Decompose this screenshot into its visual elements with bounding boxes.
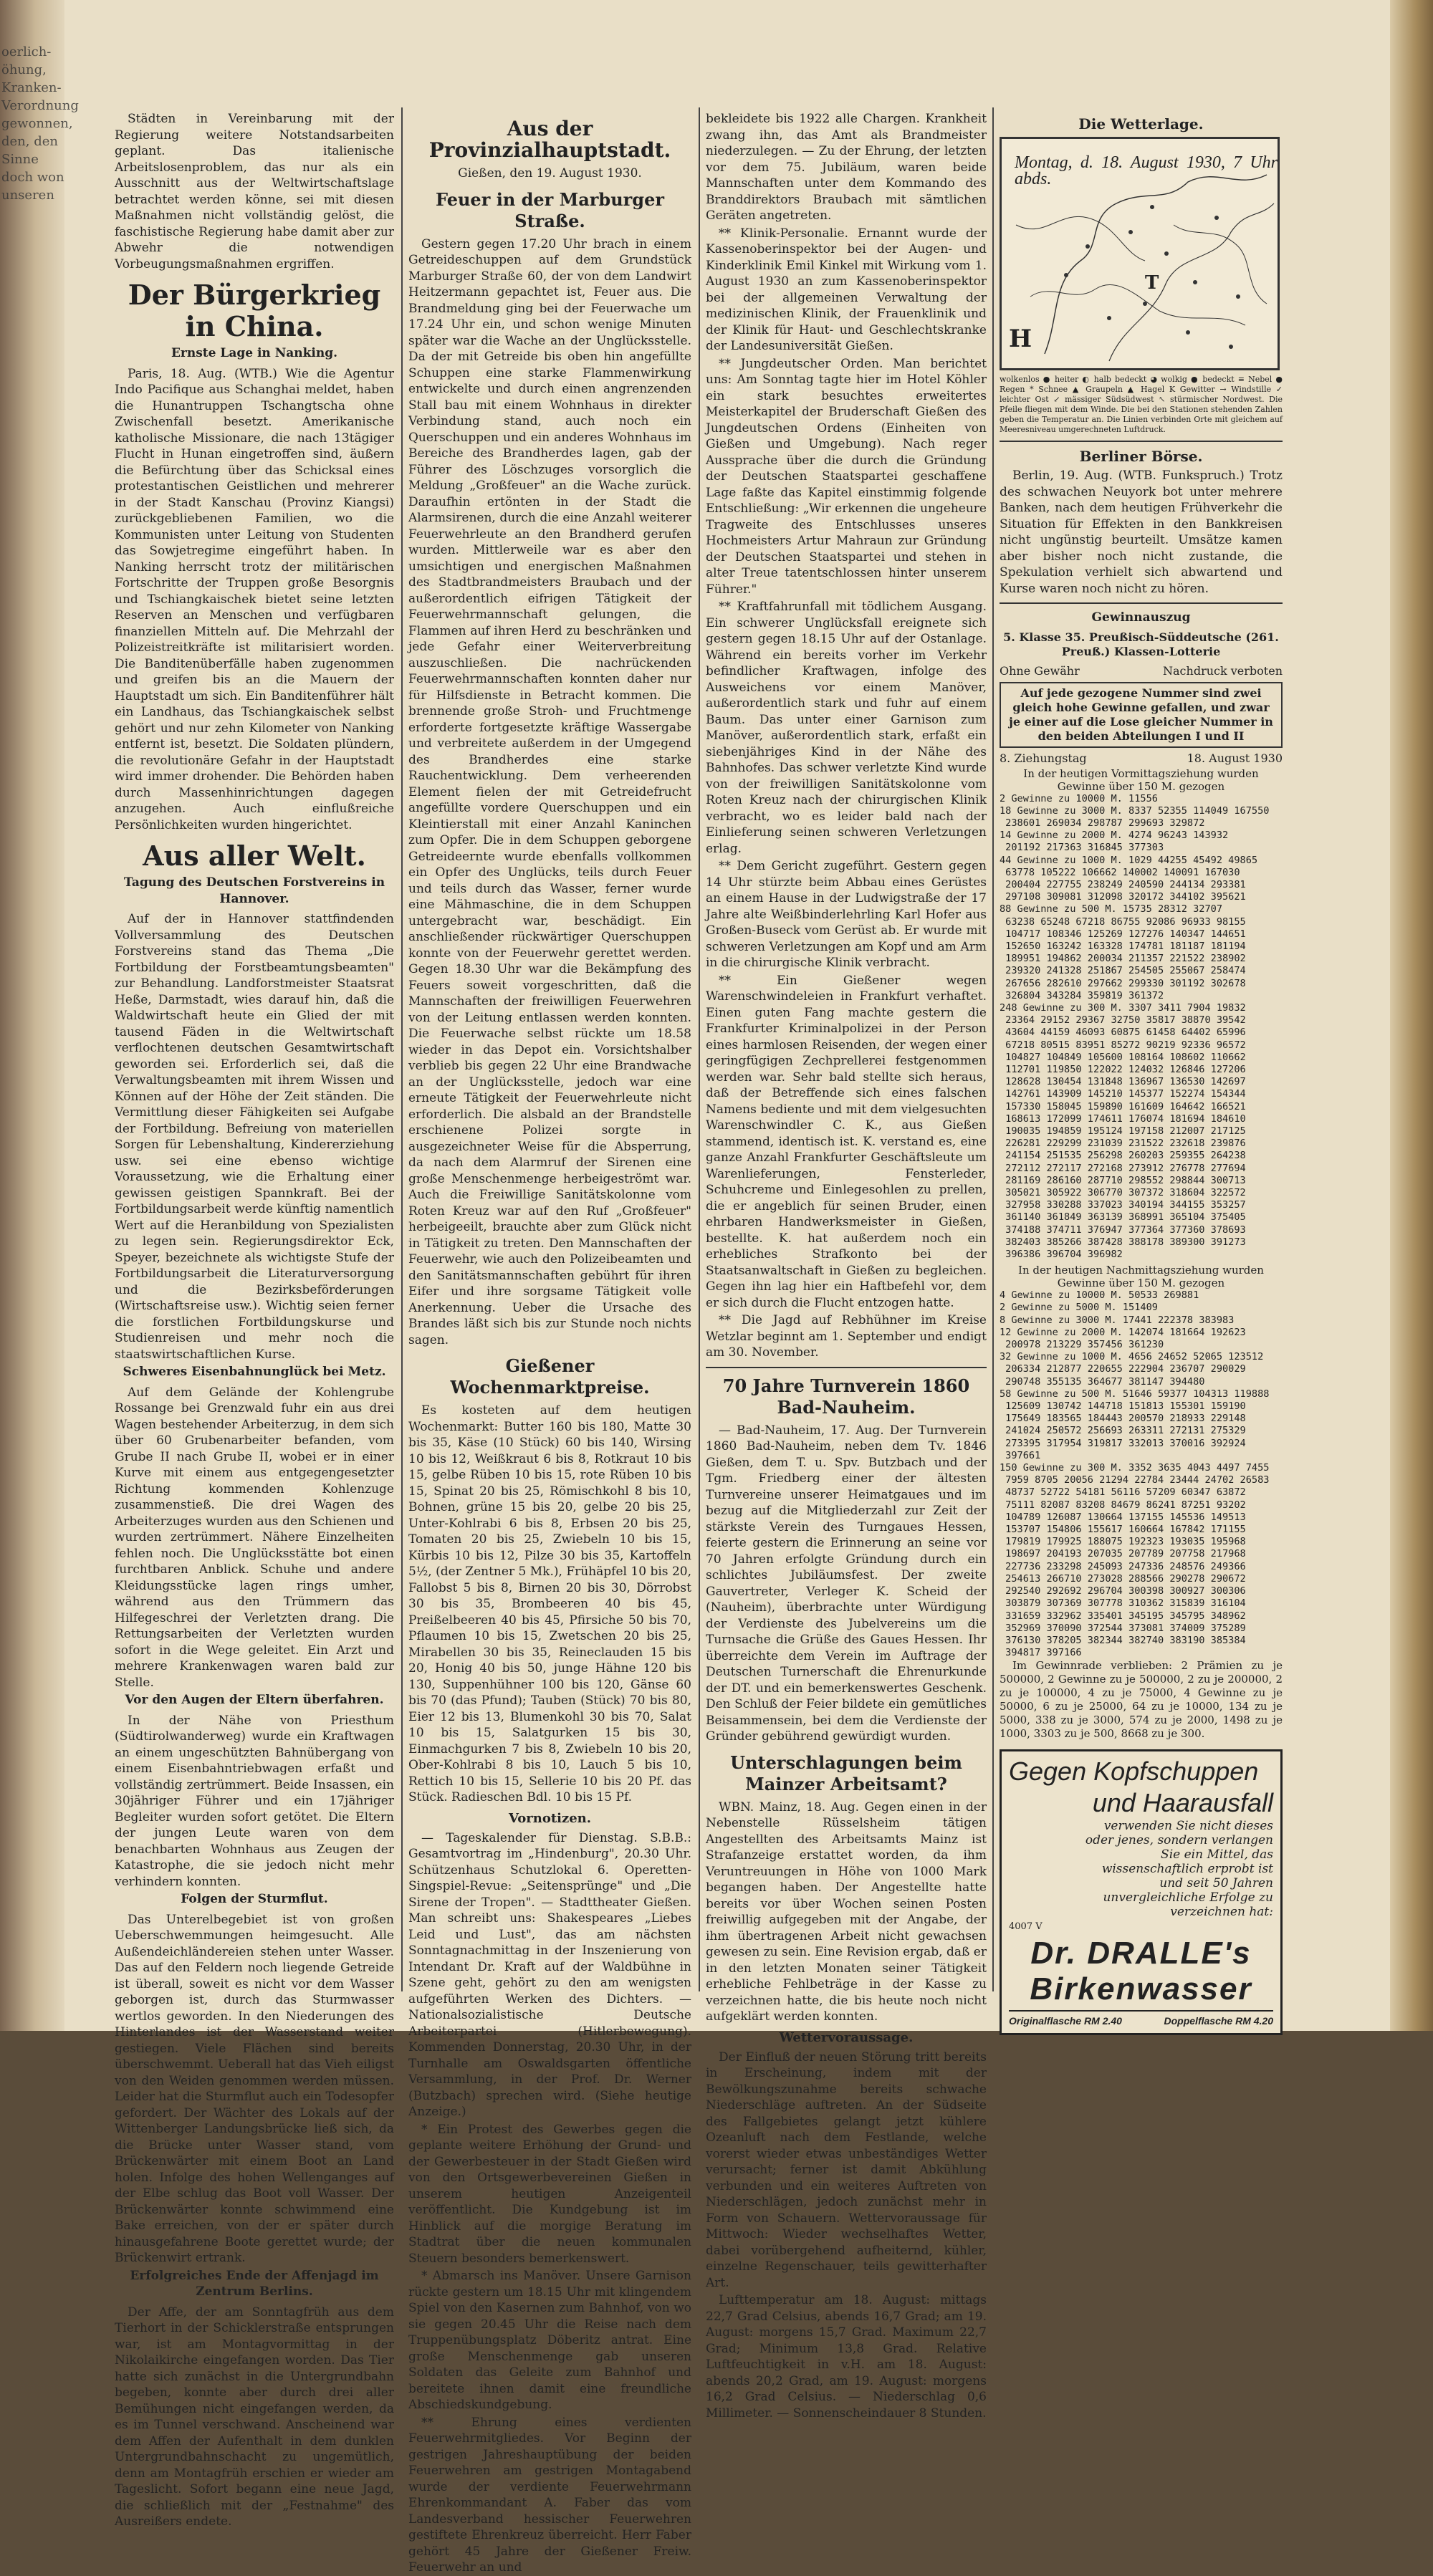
ohne-gewaehr: Ohne Gewähr: [1000, 663, 1080, 678]
markt-headline: Gießener Wochenmarktpreise.: [450, 1355, 650, 1398]
ehrung-continued-text: bekleidete bis 1922 alle Chargen. Krankheit zwang ihn, das Amt als Brandmeister niederzulegen. — Zu der Ehrung, der letzten vor dem 75. Jubiläum, waren beide Mannschaften unter dem Kommando des Branddirektors Braubach mit sämtlichen Geräten angetreten.: [706, 112, 987, 223]
boerse-headline: Berliner Börse.: [1079, 448, 1203, 465]
orden-text: ** Jungdeutscher Orden. Man berichtet uns: Am Sonntag tagte hier im Hotel Köhler ein stark besuchtes erweitertes Meisterkapitel der Bruderschaft Gießen des Jungdeutschen Ordens (Einheiten von Gießen und Umgebung). Nach reger Aussprache über die durch die Gründung der Deutschen Staatspartei geschaffene Lage faßte das Kapitel einstimmig folgende Entschließung: „Wir erkennen die ungeheure Tragweite des Entschlusses unseres Hochmeisters Artur Mahraun zur Gründung der Deutschen Staatspartei und stehen in alter Treue tatentschlossen hinter unserem Führer.": [706, 356, 987, 597]
turnverein-headline: 70 Jahre Turnverein 1860 Bad-Nauheim.: [722, 1375, 970, 1418]
ad-headline-2: und Haarausfall: [1092, 1788, 1273, 1818]
welt-headline: Aus aller Welt.: [143, 840, 366, 872]
protest-text: * Ein Protest des Gewerbes gegen die geplante weitere Erhöhung der Grund- und der Gewerbesteuer in der Stadt Gießen wird von den Ortsgewerbevereinen Gießen in unserem heutigen Anzeigenteil veröffentlicht. Die Kundgebung ist im Hinblick auf die morgige Beratung im Stadtrat über die neuen kommunalen Steuern besonders bemerkenswert.: [408, 2122, 691, 2266]
ziehungsdatum: 18. August 1930: [1187, 751, 1283, 765]
wetter-messwerte-text: Lufttemperatur am 18. August: mittags 22,7 Grad Celsius, abends 16,7 Grad; am 19. August: morgens 15,7 Grad. Maximum 22,7 Grad; Minimum 13,8 Grad. Relative Luftfeuchtigkeit in v.H. am 18. August: abends 20,2 Grad, am 19. August: morgens 16,2 Grad Celsius. — Niederschlag 0,6 Millimeter. — Sonnenscheindauer 8 Stunden.: [706, 2293, 987, 2421]
china-headline: Der Bürgerkrieg in China.: [128, 279, 381, 342]
high-pressure-marker: H: [1009, 325, 1032, 353]
column-3: [706, 111, 987, 2421]
nachmittag-numbers: 4 Gewinne zu 10000 M. 50533 269881 2 Gewinne zu 5000 M. 151409 8 Gewinne zu 3000 M. 17441 222378 383983 12 Gewinne zu 2000 M. 142074 181664 192623 200978 213229 357456 361230 32 Gewinne zu 1000 M. 4656 24652 52065 123512 206334 212877 220655 222904 236707 290029 290748 355135 364677 381147 394480 58 Gewinne zu 500 M. 51646 59377 104313 119888 125609 130742 144718 151813 155301 159190 175649 183565 184443 200570 218933 229148 241024 250572 256693 263311 272131 275329 273395 317954 319817 332013 370016 392924 397661 150 Gewinne zu 300 M. 3352 3635 4043 4497 7455 7959 8705 20056 21294 22784 23444 24702 26583 48737 52722 54181 56116 57209 60347 63872 75111 82087 83208 84679 86241 87251 93202 104789 126087 130664 137155 145536 149513 153707 154806 155617 160664 167842 171155 179819 179925 188075 192323 193035 195968 198697 204193 207035 207789 207758 217968 227736 233298 245093 247336 248576 249366 254613 266710 273028 288566 290278 290672 292540 292692 296704 300398 300927 300306 303879 307369 307778 310362 315839 316104 331659 332962 335401 345195 345795 348962 352969 370090 372544 373081 374009 375289 376130 378205 382344 382740 383190 385384 394817 397166: [1000, 1289, 1270, 1659]
rule: [1000, 602, 1283, 604]
mainz-text: WBN. Mainz, 18. Aug. Gegen einen in der Nebenstelle Rüsselsheim tätigen Angestellten des Arbeitsamts Mainz ist Strafanzeige erstattet worden, da ihm Veruntreuungen in Höhe von 1000 Mark begangen haben. Der Angestellte hatte bereits vor über Wochen seinen Posten freiwillig aufgegeben mit der Angabe, der ihm übertragenen Arbeit nicht gewachsen gewesen zu sein. Eine Revision ergab, daß er in den letzten Monaten seiner Tätigkeit erhebliche Fehlbeträge in der Kasse zu verzeichnen hatte, die bis heute noch nicht aufgeklärt werden konnten.: [706, 1799, 987, 2024]
lotterie-notice-row: [1000, 663, 1283, 680]
column-1: [115, 111, 394, 2529]
ad-brand-name: Dr. DRALLE's: [1030, 1935, 1252, 1971]
feuer-headline: Feuer in der Marburger Straße.: [435, 188, 665, 231]
eltern-subheadline: Vor den Augen der Eltern überfahren.: [125, 1693, 384, 1707]
gericht-text: ** Dem Gericht zugeführt. Gestern gegen 14 Uhr stürzte beim Abbau eines Gerüstes an einem Hause in der Ludwigstraße der 17 Jahre alte Weißbinderlehrling Karl Hofer aus Großen-Buseck vom Gerüst ab. Er wurde mit schweren Verletzungen am Kopf und am Arm in die chirurgische Klinik verbracht.: [706, 859, 987, 970]
birkenwasser-advertisement: [1000, 1749, 1283, 2035]
eisenbahn-subheadline: Schweres Eisenbahnunglück bei Metz.: [123, 1365, 386, 1379]
klinik-text: ** Klinik-Personalie. Ernannt wurde der Kassenoberinspektor bei der Augen- und Kinderklinik Emil Kinkel mit Wirkung vom 1. August 1930 an zum Kassenoberinspektor bei der allgemeinen Verwaltung der medizinischen Klinik, der Frauenklinik und der Klinik für Haut- und Geschlechtskranke der Landesuniversität Gießen.: [706, 226, 987, 353]
eisenbahn-article-text: Auf dem Gelände der Kohlengrube Rossange bei Grenzwald fuhr ein aus drei Wagen bestehender Arbeiterzug, in dem sich über 60 Grubenarbeiter befanden, vom Grube II nach Grube II, wobei er in einer Kurve mit einem aus entgegengesetzter Richtung kommenden Kohlenzuge zusammenstieß. Die drei Wagen des Arbeiterzuges wurden aus den Schienen und wurden zertrümmert. Nähere Einzelheiten fehlen noch. Die Unglücksstätte bot einen furchtbaren Anblick. Schuhe und andere Kleidungsstücke lagen rings umher, während aus den Trümmern das Hilfegeschrei der Verletzten drang. Die Rettungsarbeiten der Verletzten wurden sofort in die Wege geleitet. Ein Arzt und mehrere Krankenwagen waren bald zur Stelle.: [115, 1385, 394, 1690]
boerse-text: Berlin, 19. Aug. (WTB. Funkspruch.) Trotz des schwachen Neuyork bot unter mehrere Banken, nach dem heutigen Frühverkehr die Situation für Effekten in den Bankkreisen nicht ungünstig beurteilt. Umsätze kamen aber bisher noch nicht zustande, die Spekulation verhielt sich abwartend und Kurse waren noch nicht zu hören.: [1000, 468, 1283, 596]
vornotizen-text: — Tageskalender für Dienstag. S.B.B.: Gesamtvortrag im „Hindenburg", 20.30 Uhr. Schützenhaus Schutzlokal 6. Operetten-Singspiel-Revue: „Seitensprünge" und „Die Sirene der Tropen". — Stadttheater Gießen. Man schreibt uns: Shakespeares „Liebes Leid und Lust", das am nächsten Sonntagnachmittag in der Inszenierung von Intendant Dr. Kraft auf der Waldbühne in Szene geht, gehört zu den am wenigsten aufgeführten Werken des Dichters. — Nationalsozialistische Deutsche Arbeiterpartei (Hitlerbewegung). Kommenden Donnerstag, 20.30 Uhr, in der Turnhalle am Oswaldsgarten öffentliche Versammlung, in der Prof. Dr. Werner (Butzbach) sprechen wird. (Siehe heutige Anzeige.): [408, 1830, 691, 2119]
nachmittag-head: In der heutigen Nachmittagsziehung wurden Gewinne über 150 M. gezogen: [1018, 1264, 1264, 1290]
wettervoraussage-text: Der Einfluß der neuen Störung tritt bereits in Erscheinung, indem mit der Bewölkungszunahme bereits schwache Niederschläge auftreten. An der Südseite des Fallgebietes gelangt jetzt kühlere Ozeanluft nach dem Festlande, welche vorerst wieder etwas unbeständiges Wetter verursacht; ferner ist damit Abkühlung verbunden und ein weiteres Auftreten von Niederschlägen, jedoch zunächst mehr in Form von Schauern. Wettervoraussage für Mittwoch: Wieder wechselhaftes Wetter, dabei vorübergehend aufheiternd, kühler, einzelne Regenschauer, teils gewitterhafter Art.: [706, 2049, 987, 2290]
provinz-headline: Aus der Provinzialhauptstadt.: [428, 117, 671, 162]
ehrung-text: ** Ehrung eines verdienten Feuerwehrmitgliedes. Vor Beginn der gestrigen Jahreshauptübung der beiden Feuerwehren am gestrigen Montagabend wurde der verdiente Feuerwehrmann Ehrenkommandant A. Faber das vom Landesverband hessischer Feuerwehren gestiftete Ehrenkreuz überreicht. Herr Faber gehört 45 Jahre der Gießener Freiw. Feuerwehr an und: [408, 2415, 691, 2575]
ad-body-text: verwenden Sie nicht dieses oder jenes, sondern verlangen Sie ein Mittel, das wissenschaftlich erprobt ist und seit 50 Jahren unvergleichliche Erfolge zu verzeichnen hat:: [1085, 1819, 1273, 1920]
manoever-text: * Abmarsch ins Manöver. Unsere Garnison rückte gestern um 18.15 Uhr mit klingendem Spiel von den Kasernen zum Bahnhof, von wo sie gegen 20.45 Uhr die Reise nach dem Truppenübungsplatz Döberitz antrat. Eine große Menschenmenge gab unseren Soldaten das Geleite zum Bahnhof und bereitete ihnen damit eine freundliche Abschiedskundgebung.: [408, 2269, 691, 2412]
vormittag-head: In der heutigen Vormittagsziehung wurden Gewinne über 150 M. gezogen: [1023, 766, 1259, 793]
column-4: [1000, 111, 1283, 2027]
wettervoraussage-headline: Wettervoraussage.: [779, 2029, 914, 2045]
nachdruck-verboten: Nachdruck verboten: [1163, 663, 1283, 678]
column-divider: [699, 107, 700, 1991]
page-edge: [1390, 0, 1433, 2031]
italy-article-text: Städten in Vereinbarung mit der Regierung weitere Notstandsarbeiten geplant. Das italienische Arbeitslosenproblem, das nur als ein Ausschnitt aus der Weltwirtschaftslage betrachtet werden könne, sei mit diesen Maßnahmen nicht vollständig gelöst, die faschistische Regierung habe damit aber zur Abwehr die notwendigen Vorbeugungsmaßnahmen ergriffen.: [115, 112, 394, 271]
map-legend: wolkenlos ● heiter ◐ halb bedeckt ◕ wolkig ● bedeckt ≡ Nebel ● Regen * Schnee ▲ Graupeln ▲ Hagel K Gewitter → Windstille ✓ leichter Ost ↙ mässiger Südsüdwest ↖ stürmischer Nordwest. Die Pfeile fliegen mit dem Winde. Die bei den Stationen stehenden Zahlen geben die Temperatur an. Die Linien verbinden Orte mit gleichem auf Meeresniveau umgerechneten Luftdruck.: [1000, 375, 1283, 434]
lotterie-head: Gewinnauszug: [1091, 610, 1191, 625]
dateline: Gießen, den 19. August 1930.: [458, 166, 642, 181]
binding-text-fragments: oerlich- öhung, Kranken- Verordnung gewonnen, den, den Sinne doch won unseren: [1, 44, 79, 203]
ad-product-name: Birkenwasser: [1030, 1971, 1252, 2007]
china-subheadline: Ernste Lage in Nanking.: [171, 346, 338, 360]
vornotizen-headline: Vornotizen.: [508, 1810, 592, 1826]
eltern-article-text: In der Nähe von Priesthum (Südtirolwanderweg) wurde ein Kraftwagen an einem ungeschützten Bahnübergang von einem Eisenbahntriebwagen erfaßt und vollständig zertrümmert. Beide Insassen, ein 30jähriger Führer und ein 17jähriger Begleiter wurden sofort getötet. Die Eltern der jungen Leute waren von dem benachbarten Wohnhaus aus Zeugen der Katastrophe, die sie jedoch nicht mehr verhindern konnten.: [115, 1713, 394, 1889]
low-pressure-marker: T: [1145, 272, 1159, 294]
book-binding: [0, 0, 79, 2031]
jagd-text: ** Die Jagd auf Rebhühner im Kreise Wetzlar beginnt am 1. September und endigt am 30. November.: [706, 1313, 987, 1360]
forstverein-article-text: Auf der in Hannover stattfindenden Vollversammlung des Deutschen Forstvereins stand das Thema „Die Fortbildung der Forstbeamtungsbeamten" zur Behandlung. Landforstmeister Staatsrat Heße, Darmstadt, wies darauf hin, daß die Waldwirtschaft heute ein Glied der mit tausend Fäden in die Weltwirtschaft verflochtenen deutschen Gesamtwirtschaft geworden sei. Erforderlich sei, daß die Verwaltungsbeamten mit ihrem Wissen und Können auf der Höhe der Zeit ständen. Die Vermittlung dieser Fähigkeiten sei Aufgabe der Fortbildung. Befreiung von materiellen Sorgen für Lebenshaltung, Kindererziehung usw. sei eine ebenso wichtige Voraussetzung, wie die Erhaltung einer gewissen geistigen Spannkraft. Bei der Fortbildungsarbeit werde künftig namentlich Wert auf die Heranbildung von Spezialisten zu legen sein. Regierungsdirektor Eck, Speyer, bezeichnete als wichtigste Stufe der Fortbildungsarbeit die Literaturversorgung und die Bezirksbeförderungen (Wirtschaftsreise usw.). Wichtig seien ferner die forstlichen Fortbildungskurse und Studienreisen und mehr noch die staatswirtschaftlichen Kurse.: [115, 912, 394, 1362]
mainz-headline: Unterschlagungen beim Mainzer Arbeitsamt?: [730, 1751, 962, 1794]
ad-headline-1: Gegen Kopfschuppen: [1009, 1756, 1259, 1787]
lotterie-title: 5. Klasse 35. Preußisch-Süddeutsche (261. Preuß.) Klassen-Lotterie: [1003, 630, 1279, 658]
feuer-article-text: Gestern gegen 17.20 Uhr brach in einem Getreideschuppen auf dem Grundstück Marburger Straße 60, der von dem Landwirt Heitzermann gepachtet ist, Feuer aus. Die Brandmeldung ging bei der Feuerwache um 17.24 Uhr ein, und schon wenige Minuten später war die Wache an der Unglücksstelle. Da der mit Getreide bis oben hin angefüllte Schuppen eine starke Flammenwirkung entwickelte und durch einen angrenzenden Stall bau mit einem Wohnhaus in direkter Verbindung stand, auch noch ein Querschuppen und ein anderes Wohnhaus im Bereiche des Brandherdes lagen, gab der Führer des Löschzuges vorsorglich die Meldung „Großfeuer" an die Wache zurück. Daraufhin ertönten in der Stadt die Alarmsirenen, durch die eine Anzahl weiterer Feuerwehrleute an den Brandherd gerufen wurden. Mittlerweile war es aber den umsichtigen und energischen Maßnahmen des Stadtbrandmeisters Braubach und der außerordentlich eifrigen Tätigkeit der Feuerwehrmannschaft gelungen, die Flammen auf ihren Herd zu beschränken und jede Gefahr einer Weiterverbreitung auszuschließen. Die nachrückenden Feuerwehrmannschaften konnten daher nur für Hilfsdienste in Betracht kommen. Die brennende große Stroh- und Fruchtmenge erforderte fortgesetzte kräftige Wassergabe und verbreitete außerdem in der Umgegend des Brandherdes eine starke Rauchentwicklung. Dem verheerenden Element fielen der mit Getreidefrucht angefüllte vordere Querschuppen und ein Kleintierstall mit einer Anzahl Kaninchen zum Opfer. Die in dem Schuppen geborgene Getreideernte wurde ebenfalls vollkommen ein Opfer des Unglücks, teils durch Feuer und teils durch das Wasser, ferner wurde eine Mähmaschine, die in dem Schuppen untergebracht war, beschädigt. Ein anschließender rückwärtiger Querschuppen konnte von der Feuerwehr gerettet werden. Gegen 18.30 Uhr war die Bekämpfung des Feuers soweit vorgeschritten, daß die Mannschaften der freiwilligen Feuerwehren von der Leitung entlassen werden konnten. Die Feuerwache selbst rückte um 18.58 wieder in das Depot ein. Vorsichtshalber verblieb bis gegen 22 Uhr eine Brandwache an der Unglücksstelle, jedoch war eine erneute Tätigkeit der Feuerwehrleute nicht erforderlich. Die alsbald an der Brandstelle erschienene Polizei sorgte in ausgezeichneter Weise für die Absperrung, da nach dem Alarmruf der Sirenen eine große Menschenmenge herbeigeströmt war. Auch die Freiwillige Sanitätskolonne vom Roten Kreuz war auf den Ruf „Großfeuer" herbeigeeilt, brauchte aber zum Glück nicht in Tätigkeit zu treten. Den Mannschaften der Feuerwehr, wie auch den Polizeibeamten und den Sanitätsmannschaften gebührt für ihren Eifer und ihre sorgsame Tätigkeit volle Anerkennung. Ueber die Ursache des Brandes läßt sich bis zur Stunde noch nichts sagen.: [408, 236, 691, 1347]
forstverein-subheadline: Tagung des Deutschen Forstvereins in Hannover.: [123, 875, 385, 906]
weather-map: [1000, 137, 1280, 370]
markt-article-text: Es kosteten auf dem heutigen Wochenmarkt: Butter 160 bis 180, Matte 30 bis 35, Käse (10 Stück) 60 bis 140, Wirsing 10 bis 12, Weißkraut 6 bis 8, Rotkraut 10 bis 15, gelbe Rüben 10 bis 15, rote Rüben 10 bis 15, Spinat 20 bis 25, Römischkohl 8 bis 10, Bohnen, grüne 15 bis 20, gelbe 20 bis 25, Unter-Kohlrabi 6 bis 8, Erbsen 20 bis 25, Tomaten 20 bis 25, Zwiebeln 10 bis 15, Kürbis 10 bis 12, Pilze 30 bis 35, Kartoffeln 5½, (der Zentner 5 Mk.), Frühäpfel 10 bis 20, Fallobst 5 bis 8, Birnen 20 bis 30, Dörrobst 30 bis 35, Brombeeren 40 bis 45, Preißelbeeren 40 bis 45, Pfirsiche 50 bis 70, Pflaumen 10 bis 15, Zwetschen 20 bis 25, Mirabellen 30 bis 35, Reineclauden 15 bis 20, Honig 40 bis 50, junge Hähne 120 bis 130, Suppenhühner 100 bis 120, Gänse 60 bis 70 (das Pfund); Tauben (Stück) 70 bis 80, Eier 12 bis 13, Blumenkohl 30 bis 70, Salat 10 bis 15, Salatgurken 15 bis 30, Einmachgurken 7 bis 8, Zwiebeln 10 bis 20, Ober-Kohlrabi 8 bis 10, Lauch 5 bis 10, Rettich 10 bis 15, Sellerie 10 bis 20 Pf. das Stück. Radieschen Bdl. 10 bis 15 Pf.: [408, 1403, 691, 1804]
sturmflut-article-text: Das Unterelbegebiet ist von großen Ueberschwemmungen heimgesucht. Alle Außendeichländereien stehen unter Wasser. Das auf den Feldern noch liegende Getreide ist überall, soweit es nicht vor dem Wasser geborgen ist, durch das Sturmwasser wertlos geworden. In den Niederungen des Hinterlandes ist der Wasserstand weiter gestiegen. Viele Flächen sind bereits überschwemmt. Ueberall hat das Vieh eiligst von den Weiden genommen werden müssen. Leider hat die Sturmflut auch ein Todesopfer gefordert. Der Wächter des Lokals auf der Wittenberger Landungsbrücke ließ sich, da die Brücke unter Wasser stand, vom Brückenwärter mit einem Boot an Land holen. Infolge des hohen Wellenganges auf der Elbe schlug das Boot voll Wasser. Der Brückenwärter konnte schwimmend eine Bake erreichen, von der er später durch hinausgefahrene Boote gerettet wurde; der Brückenwirt ertrank.: [115, 1912, 394, 2265]
column-2: [408, 111, 691, 2575]
sturmflut-subheadline: Folgen der Sturmflut.: [181, 1892, 328, 1906]
column-divider: [401, 107, 403, 1991]
affenjagd-article-text: Der Affe, der am Sonntagfrüh aus dem Tierhort in der Schicklerstraße entsprungen war, ist am Montagvormittag in der Nikolaikirche eingefangen worden. Das Tier hatte sich zunächst in die Untergrundbahn begeben, konnte aber durch drei aller Bemühungen nicht eingefangen werden, da es im Tunnel verschwand. Anscheinend war dem Affen der Aufenthalt in dem dunklen Untergrundbahnschacht zu ungemütlich, denn am Montagfrüh erschien er wieder am Tageslicht. Sofort begann eine neue Jagd, die schließlich mit der „Festnahme" des Ausreißers endete.: [115, 2305, 394, 2529]
ziehung-row: [1000, 751, 1283, 767]
map-caption: Montag, d. 18. August 1930, 7 Uhr abds.: [1015, 153, 1278, 188]
ad-price-row: [1009, 2010, 1273, 2029]
ad-code: 4007 V: [1009, 1921, 1043, 1933]
vormittag-numbers: 2 Gewinne zu 10000 M. 11556 18 Gewinne zu 3000 M. 8337 52355 114049 167550 238601 269034 298787 299693 329872 14 Gewinne zu 2000 M. 4274 96243 143932 201192 217363 316845 377303 44 Gewinne zu 1000 M. 1029 44255 45492 49865 63778 105222 106662 140002 140091 167030 200404 227755 238249 240590 244134 293381 297108 309081 312098 320172 344102 395621 88 Gewinne zu 500 M. 15735 28312 32707 63238 65248 67218 86755 92086 96933 98155 104717 108346 125269 127276 140347 144651 152650 163242 163328 174781 181187 181194 189951 194862 200034 211357 221522 238902 239320 241328 251867 254505 255067 258474 267656 282610 297662 299330 301192 302678 326804 343284 359819 361372 248 Gewinne zu 300 M. 3307 3411 7904 19832 23364 29152 29367 32750 35817 38870 39542 43604 44159 46093 60875 61458 64402 65996 67218 80515 83951 85272 90219 92336 96572 104827 104849 105600 108164 108602 110662 112701 119850 122022 124032 126846 127206 128628 130454 131848 136967 136530 142697 142761 143909 145210 145377 152274 154344 157330 158045 159890 161609 164642 166521 168613 172099 174611 176074 181694 184610 190035 194859 195124 197158 212007 217125 226281 229299 231039 231522 232618 239876 241154 251535 256298 260203 259355 264238 272112 272117 272168 273912 276778 277694 281169 286160 287710 298552 298844 300713 305021 305922 306770 307372 318604 322572 327958 330288 337023 340194 344155 353257 361140 361849 363139 368991 365104 375405 374188 374711 376947 377364 377360 378693 382403 385266 387428 388178 389300 391273 396386 396704 396982: [1000, 792, 1270, 1261]
ziehungstag: 8. Ziehungstag: [1000, 751, 1087, 765]
rule: [1000, 441, 1283, 442]
ad-price-original: Originalflasche RM 2.40: [1009, 2014, 1122, 2027]
unfall-text: ** Kraftfahrunfall mit tödlichem Ausgang. Ein schwerer Unglücksfall ereignete sich gestern gegen 18.15 Uhr auf der Ostanlage. Während ein bereits vorher im Verkehr befindlicher Kraftwagen, infolge des Ausweichens vor einem Manöver, außerordentlich stark und fuhr auf einem Baum. Das unter einer Garnison zum Manöver, außerordentlich stark, erfaßt ein siebenjähriges Kind in der Nähe des Bahnhofes. Das schwer verletzte Kind wurde von der freiwilligen Sanitätskolonne vom Roten Kreuz nach der chirurgischen Klinik verbracht, wo es leider bald nach der Einlieferung seinen schweren Verletzungen erlag.: [706, 600, 987, 856]
lotterie-box: Auf jede gezogene Nummer sind zwei gleich hohe Gewinne gefallen, und zwar je einer auf die Lose gleicher Nummer in den beiden Abteilungen I und II: [1000, 682, 1283, 748]
column-divider: [992, 107, 994, 1991]
affenjagd-subheadline: Erfolgreiches Ende der Affenjagd im Zentrum Berlins.: [130, 2268, 379, 2299]
schwindel-text: ** Ein Gießener wegen Warenschwindeleien in Frankfurt verhaftet. Einen guten Fang machte gestern die Frankfurter Kriminalpolizei in der Person eines harmlosen Reisenden, der wegen einer geringfügigen Zechprellerei festgenommen werden war. Sehr bald stellte sich heraus, daß der Betreffende sich eines falschen Namens bediente und mit dem vielgesuchten Warenschwindler C. K., aus Gießen stammend, identisch ist. K. verstand es, eine ganze Anzahl Frankfurter Geschäftsleute um Warenlieferungen, Fensterleder, Schuhcreme und Einlegesohlen zu prellen, die er angeblich für seinen Bruder, einen ehrbaren Handwerksmeister in Gießen, bestellte. K. hat außerdem noch ein erhebliches Strafkonto bei der Staatsanwaltschaft in Gießen zu begleichen. Gegen ihn lag hier ein Haftbefehl vor, dem er sich durch die Flucht entzogen hatte.: [706, 973, 987, 1310]
ad-price-double: Doppelflasche RM 4.20: [1164, 2014, 1273, 2027]
verbleiben-text: Im Gewinnrade verblieben: 2 Prämien zu je 500000, 2 Gewinne zu je 500000, 2 zu je 200000, 2 zu je 100000, 4 zu je 75000, 4 Gewinne zu je 50000, 6 zu je 25000, 64 zu je 10000, 134 zu je 5000, 338 zu je 3000, 574 zu je 2000, 1498 zu je 1000, 3303 zu je 500, 8668 zu je 300.: [1000, 1659, 1283, 1741]
turnverein-text: — Bad-Nauheim, 17. Aug. Der Turnverein 1860 Bad-Nauheim, neben dem Tv. 1846 Gießen, dem T. u. Spv. Butzbach und der Tgm. Friedberg einer der ältesten Turnvereine unserer Heimatgaues und im bezug auf die Mitgliederzahl zur Zeit der stärkste Verein des Turngaues Hessen, feierte gestern die Erinnerung an seine vor 70 Jahren erfolgte Gründung durch ein schlichtes Jubiläumsfest. Der zweite Gauvertreter, Verleger K. Scheid der (Nauheim), überbrachte unter Würdigung der Verdienste des Jubelvereins um die Turnsache die Grüße des Gaues Hessen. Ihr überreichte dem Verein im Auftrage der Deutschen Turnerschaft die Ehrenurkunde der DT. und ein bemerkenswertes Geschenk. Den Schluß der Feier bildete ein gemütliches Beisammensein, bei dem die Verdienste der Gründer gebührend gewürdigt wurden.: [706, 1423, 987, 1744]
china-article-text: Paris, 18. Aug. (WTB.) Wie die Agentur Indo Pacifique aus Schanghai meldet, haben die Hunantruppen Tschangtscha ohne Zwischenfall besetzt. Amerikanische katholische Missionare, die nach 13tägiger Flucht in Hunan eingetroffen sind, äußern die Befürchtung über das Schicksal eines protestantischen Geistlichen und mehrerer in der Stadt Kanschau (Provinz Kiangsi) zurückgebliebenen Familien, wo die Kommunisten unter Leitung von Studenten das Sowjetregime eingeführt haben. In Nanking herrscht trotz der militärischen Fortschritte der Truppen große Besorgnis und Tschiangkaischek bietet seine letzten Reserven an Menschen und verfügbaren finanziellen Mitteln auf. Die Mehrzahl der Polizeistreitkräfte ist militarisiert worden. Die Banditenüberfälle haben zugenommen und greifen bis an die Mauern der Hauptstadt um sich. Ein Banditenführer hält ein Landhaus, das Tschiangkaischek selbst gehört und nur zehn Kilometer von Nanking entfernt ist, besetzt. Die Soldaten plündern, die revolutionäre Gefahr in der Hauptstadt wird immer drohender. Die Behörden haben durch Massenhinrichtungen dagegen anzugehen. Auch einflußreiche Persönlichkeiten wurden hingerichtet.: [115, 366, 394, 832]
rule: [706, 1367, 987, 1368]
wetterlage-headline: Die Wetterlage.: [1078, 115, 1204, 133]
